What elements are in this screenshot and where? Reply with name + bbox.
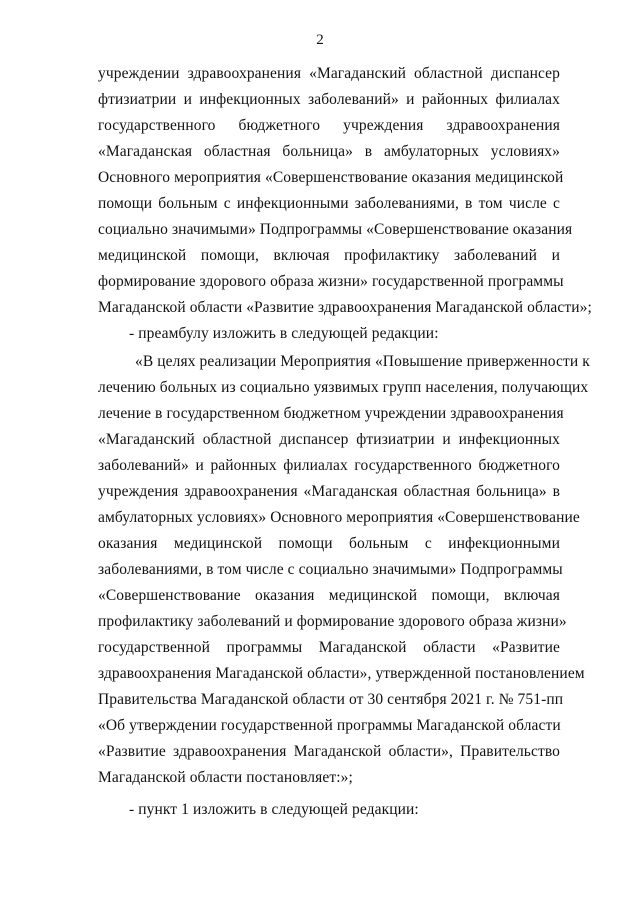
text-line: «Магаданский областной диспансер фтизиатрии и инфекционных [98, 431, 560, 448]
text-line: оказания медицинской помощи больным с инфекционными [98, 535, 560, 552]
text-line: государственной программы Магаданской области «Развитие [98, 639, 560, 656]
text-line: учреждения здравоохранения «Магаданская областная больница» в [98, 483, 560, 500]
text-line: - преамбулу изложить в следующей редакции: [129, 325, 439, 342]
text-line: амбулаторных условиях» Основного мероприятия «Совершенствование [98, 509, 580, 526]
text-line: Магаданской области постановляет:»; [98, 769, 353, 786]
text-line: фтизиатрии и инфекционных заболеваний» и районных филиалах [98, 91, 560, 108]
text-line: - пункт 1 изложить в следующей редакции: [129, 801, 419, 818]
text-line: «Об утверждении государственной программы Магаданской области [98, 717, 561, 734]
text-line: «В целях реализации Мероприятия «Повышение приверженности к [135, 353, 590, 370]
text-line: «Развитие здравоохранения Магаданской области», Правительство [98, 743, 560, 760]
text-line: Основного мероприятия «Совершенствование оказания медицинской [98, 169, 564, 186]
text-line: Правительства Магаданской области от 30 сентября 2021 г. № 751-пп [98, 691, 564, 708]
text-line: профилактику заболеваний и формирование здорового образа жизни» [98, 613, 567, 630]
text-line: формирование здорового образа жизни» государственной программы [98, 273, 564, 290]
text-line: заболеваниями, в том числе с социально значимыми» Подпрограммы [98, 561, 563, 578]
text-line: лечению больных из социально уязвимых групп населения, получающих [98, 379, 589, 396]
text-line: здравоохранения Магаданской области», утвержденной постановлением [98, 665, 585, 682]
text-line: помощи больным с инфекционными заболеваниями, в том числе с [98, 195, 560, 212]
text-line: лечение в государственном бюджетном учреждении здравоохранения [98, 405, 564, 422]
text-line: заболеваний» и районных филиалах государственного бюджетного [98, 457, 560, 474]
text-line: учреждении здравоохранения «Магаданский областной диспансер [98, 65, 560, 82]
text-line: «Совершенствование оказания медицинской помощи, включая [98, 587, 560, 604]
page-number: 2 [316, 32, 324, 48]
text-line: Магаданской области «Развитие здравоохранения Магаданской области»; [98, 299, 592, 316]
text-line: медицинской помощи, включая профилактику заболеваний и [98, 247, 560, 264]
text-line: государственного бюджетного учреждения здравоохранения [98, 117, 560, 134]
text-line: «Магаданская областная больница» в амбулаторных условиях» [98, 143, 560, 160]
text-line: социально значимыми» Подпрограммы «Совершенствование оказания [98, 221, 573, 238]
